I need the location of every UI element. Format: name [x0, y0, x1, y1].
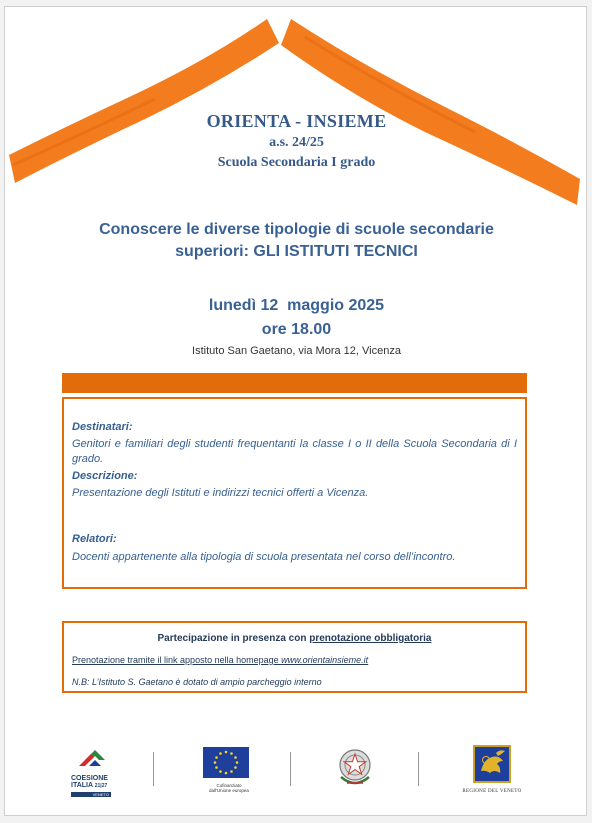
header-title: ORIENTA - INSIEME: [206, 111, 387, 131]
logo-separator: [153, 752, 154, 786]
italian-republic-emblem: [335, 745, 375, 789]
parking-note: N.B: L’Istituto S. Gaetano è dotato di ampio parcheggio interno: [72, 677, 322, 687]
regione-caption: REGIONE DEL VENETO: [462, 789, 522, 794]
booking-mandatory: prenotazione obbligatoria: [309, 633, 432, 644]
event-location: Istituto San Gaetano, via Mora 12, Vicenza: [192, 345, 401, 357]
event-date: lunedì 12 maggio 2025: [208, 297, 385, 314]
eu-caption-line1: Cofinanziato: [216, 783, 242, 788]
event-subject: [5, 219, 588, 263]
speakers-label: Relatori:: [72, 533, 117, 545]
coesione-mark-icon: [71, 744, 111, 770]
lion-of-st-mark-icon: [472, 745, 512, 783]
coesione-years: 21|27: [94, 783, 108, 789]
booking-link-url[interactable]: www.orientainsieme.it: [281, 655, 369, 665]
orange-divider-bar: [62, 373, 527, 393]
details-box: [62, 397, 527, 589]
coesione-line1: COESIONE: [71, 775, 108, 782]
event-time: ore 18.00: [261, 321, 332, 338]
booking-link-prefix: Prenotazione tramite il link apposto nella homepage: [72, 655, 282, 665]
event-subject-line1: Conoscere le diverse tipologie di scuole secondarie: [99, 221, 494, 238]
flyer-page: [4, 6, 587, 816]
recipients-label: Destinatari:: [72, 421, 133, 433]
coesione-region: VENETO: [71, 792, 111, 797]
logo-separator: [418, 752, 419, 786]
eu-flag-icon: [203, 747, 249, 778]
booking-link-line[interactable]: [72, 655, 368, 665]
booking-title: [64, 633, 525, 644]
description-text: Presentazione degli Istituti e indirizzi tecnici offerti a Vicenza.: [72, 487, 369, 499]
regione-veneto-logo: [460, 745, 524, 797]
school-year: a.s. 24/25: [269, 135, 324, 150]
event-subject-line2: superiori: GLI ISTITUTI TECNICI: [175, 243, 418, 260]
description-label: Descrizione:: [72, 470, 138, 482]
eu-caption-line2: dall'Unione europea: [209, 788, 249, 793]
booking-box: [62, 621, 527, 693]
recipients-text: Genitori e familiari degli studenti frequentanti la classe I o II della Scuola Secondaria di I grado.: [72, 438, 517, 465]
coesione-line2: ITALIA: [71, 782, 93, 789]
emblem-star-icon: [335, 745, 375, 789]
school-level: Scuola Secondaria I grado: [217, 155, 376, 170]
speakers-text: Docenti appartenente alla tipologia di scuola presentata nel corso dell’incontro.: [72, 551, 456, 563]
logo-separator: [290, 752, 291, 786]
booking-title-prefix: Partecipazione in presenza con: [157, 633, 310, 644]
coesione-italia-logo: [71, 744, 111, 796]
eu-logo: [199, 747, 259, 797]
